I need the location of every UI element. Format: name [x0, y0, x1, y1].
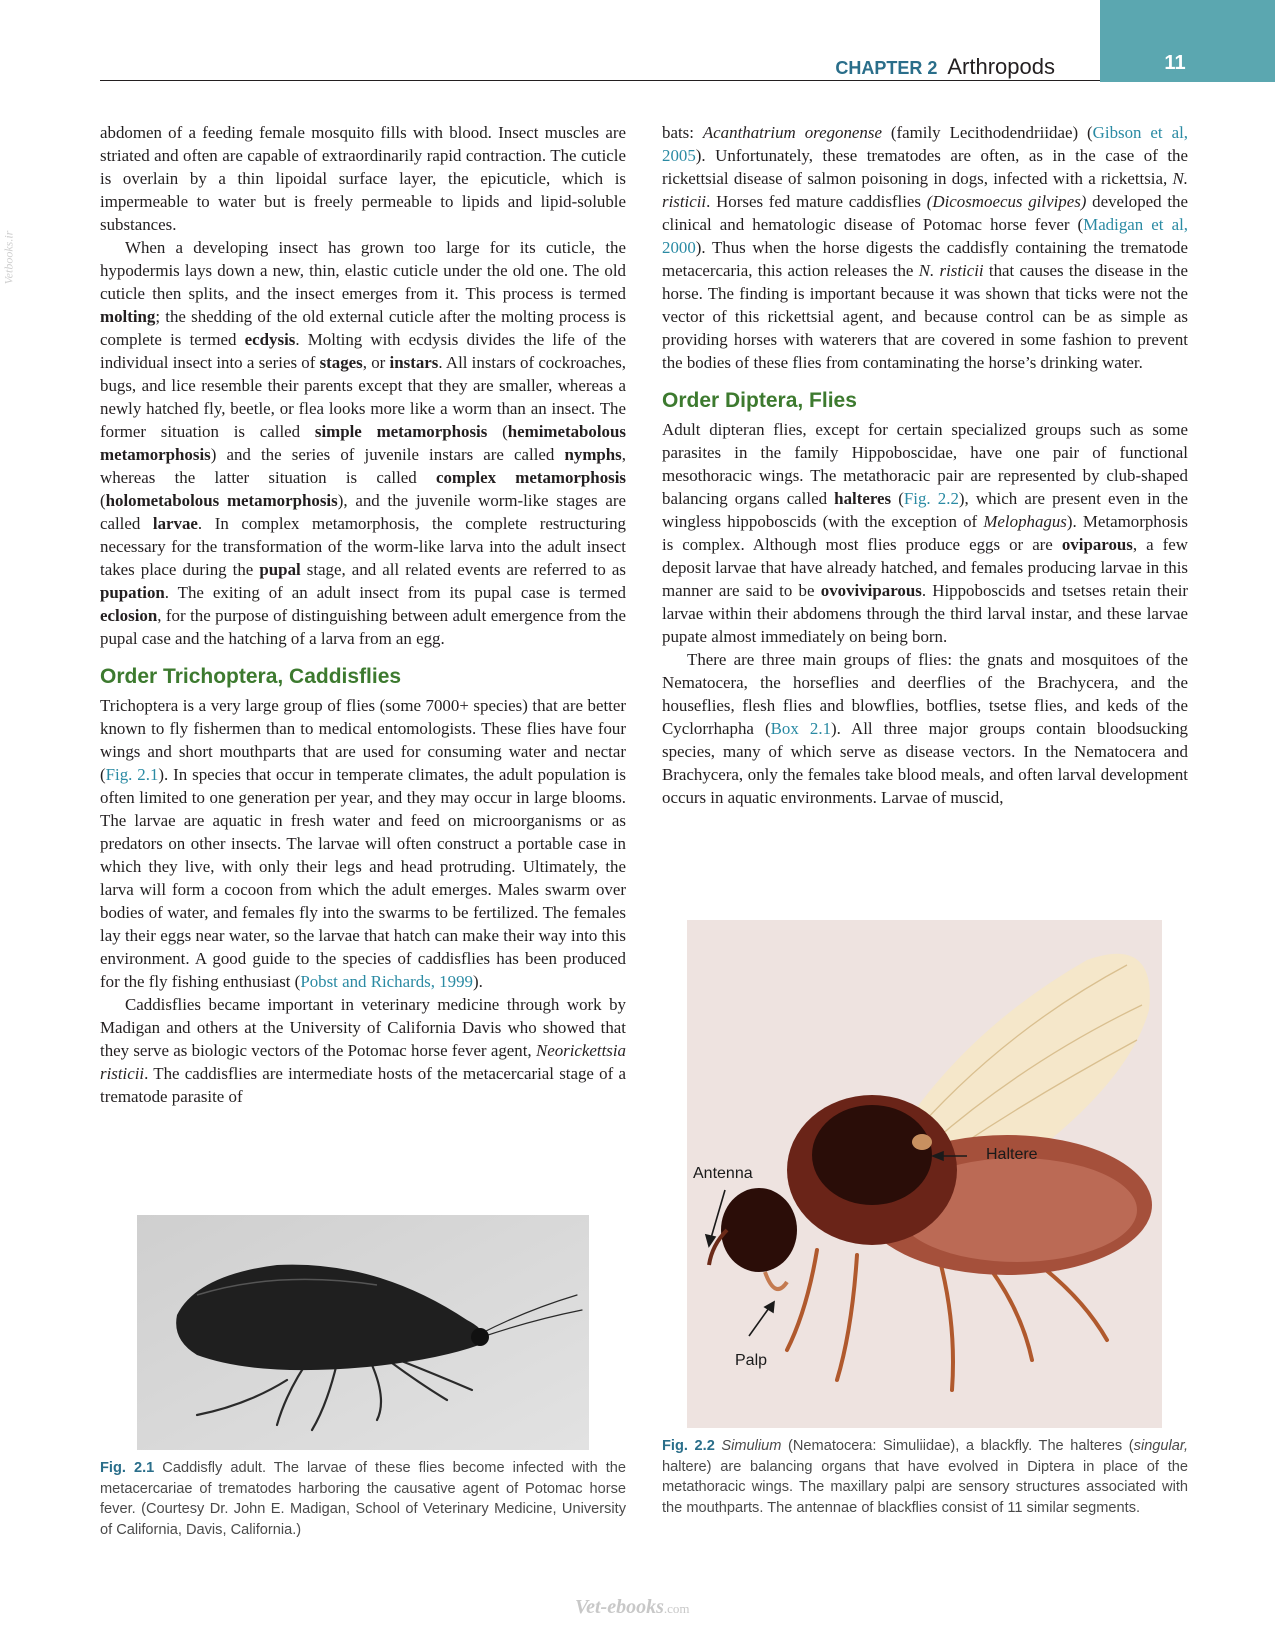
header-rule: [100, 80, 1100, 81]
citation-link[interactable]: Gibson et al, 2005: [662, 123, 1188, 165]
figure-link[interactable]: Fig. 2.1: [105, 765, 159, 784]
figure-link[interactable]: Fig. 2.2: [903, 489, 959, 508]
page-number: 11: [1164, 52, 1186, 74]
chapter-title: Arthropods: [947, 54, 1055, 79]
paragraph: Adult dipteran flies, except for certain specialized groups such as some parasites in the family Hippoboscidae, have one pair of functional mesothoracic wings. The metathoracic pair are represented by club-shaped balancing organs called halteres (Fig. 2.2), which are present even in the wingless hippoboscids (with the exception of Melophagus). Metamorphosis is complex. Although most flies produce eggs or are oviparous, a few deposit larvae that have already hatched, and females producing larvae in this manner are said to be ovoviviparous. Hippoboscids and tsetses retain their larvae within their abdomens through the third larval instar, and these larvae pupate almost immediately on being born.: [662, 420, 1189, 646]
running-header: [835, 54, 1055, 80]
paragraph: bats: Acanthatrium oregonense (family Lecithodendriidae) (Gibson et al, 2005). Unfortunately, these trematodes are often, as in the case of the rickettsial disease of salmon poisoning in dogs, infected with a rickettsia, N. risticii. Horses fed mature caddisflies (Dicosmoecus gilvipes) developed the clinical and hematologic disease of Potomac horse fever (Madigan et al, 2000). Thus when the horse digests the caddisfly containing the trematode metacercaria, this action releases the N. risticii that causes the disease in the horse. The finding is important because it was shown that ticks were not the vector of this rickettsial agent, and because control can be as simple as providing horses with waterers that are covered in some fashion to prevent the bodies of these flies from contaminating the horse’s drinking water.: [662, 123, 1188, 372]
citation-link[interactable]: Pobst and Richards, 1999: [300, 972, 473, 991]
paragraph: When a developing insect has grown too large for its cuticle, the hypodermis lays down a new, thin, elastic cuticle under the old one. The old cuticle then splits, and the insect emerges from it. This process is termed molting; the shedding of the old external cuticle after the molting process is complete is termed ecdysis. Molting with ecdysis divides the life of the individual insect into a series of stages, or instars. All instars of cockroaches, bugs, and lice resemble their parents except that they are smaller, whereas a newly hatched fly, beetle, or flea looks more like a worm than an insect. The former situation is called simple metamorphosis (hemimetabolous metamorphosis) and the series of juvenile instars are called nymphs, whereas the latter situation is called complex metamorphosis (holometabolous metamorphosis), and the juvenile worm-like stages are called larvae. In complex metamorphosis, the complete restructuring necessary for the transformation of the worm-like larva into the adult insect takes place during the pupal stage, and all related events are referred to as pupation. The exiting of an adult insect from its pupal case is termed eclosion, for the purpose of distinguishing between adult emergence from the pupal case and the hatching of a larva from an egg.: [100, 238, 627, 648]
section-heading: Order Trichoptera, Caddisflies: [100, 665, 402, 688]
side-watermark: Vetbooks.ir: [1, 230, 16, 285]
footer-logo: Vet-ebooks.com: [575, 1596, 690, 1618]
figure-label: Fig. 2.2: [662, 1438, 715, 1454]
figure-caption: Fig. 2.1 Caddisfly adult. The larvae of these flies become infected with the metacercariae of trematodes harboring the causative agent of Potomac horse fever. (Courtesy Dr. John E. Madigan, School of Veterinary Medicine, University of California, Davis, California.): [100, 1460, 627, 1538]
right-column: [662, 121, 1188, 809]
paragraph: There are three main groups of flies: the gnats and mosquitoes of the Nematocera, the horseflies and deerflies of the Brachycera, and the houseflies, flesh flies and blowflies, botflies, tsetse flies, and keds of the Cyclorrhapha (Box 2.1). All three major groups contain bloodsucking species, many of which serve as disease vectors. In the Nematocera and Brachycera, only the females take blood meals, and often larval development occurs in aquatic environments. Larvae of muscid,: [662, 650, 1188, 807]
figure-label: Fig. 2.1: [100, 1460, 155, 1476]
box-link[interactable]: Box 2.1: [770, 719, 832, 738]
antenna-label: Antenna: [693, 1165, 753, 1182]
caddisfly-photo: [137, 1215, 589, 1450]
paragraph: Caddisflies became important in veterinary medicine through work by Madigan and others at the University of California Davis who showed that they serve as biologic vectors of the Potomac horse fever agent, Neorickettsia risticii. The caddisflies are intermediate hosts of the metacercarial stage of a trematode parasite of: [100, 995, 626, 1106]
citation-link[interactable]: Madigan et al, 2000: [662, 215, 1188, 257]
haltere-label: Haltere: [986, 1146, 1038, 1163]
palp-label: Palp: [735, 1352, 768, 1369]
paragraph: abdomen of a feeding female mosquito fills with blood. Insect muscles are striated and often are capable of extraordinarily rapid contraction. The cuticle is overlain by a thin lipoidal surface layer, the epicuticle, which is impermeable to water but is freely permeable to lipids and lipid-soluble substances.: [100, 123, 626, 234]
paragraph: Trichoptera is a very large group of flies (some 7000+ species) that are better known to fly fishermen than to medical entomologists. These flies have four wings and short mouthparts that are used for consuming water and nectar (Fig. 2.1). In species that occur in temperate climates, the adult population is often limited to one generation per year, and they may occur in large blooms. The larvae are aquatic in fresh water and feed on microorganisms or as predators on other insects. The larvae will often construct a portable case in which they live, with only their legs and head protruding. Ultimately, the larva will form a cocoon from which the adult emerges. Males swarm over bodies of water, and females fly into the swarms to be fertilized. The females lay their eggs near water, so the larvae that hatch can make their way into this environment. A good guide to the species of caddisflies has been produced for the fly fishing enthusiast (Pobst and Richards, 1999).: [100, 696, 627, 991]
chapter-number: CHAPTER 2: [835, 58, 938, 78]
left-column: [100, 121, 626, 1108]
section-heading: Order Diptera, Flies: [662, 389, 857, 412]
figure-caption: Fig. 2.2 Simulium (Nematocera: Simuliidae), a blackfly. The halteres (singular, haltere) are balancing organs that have evolved in Diptera in place of the metathoracic wings. The maxillary palpi are sensory structures associated with the mouthparts. The antennae of blackflies consist of 11 similar segments.: [662, 1438, 1189, 1516]
